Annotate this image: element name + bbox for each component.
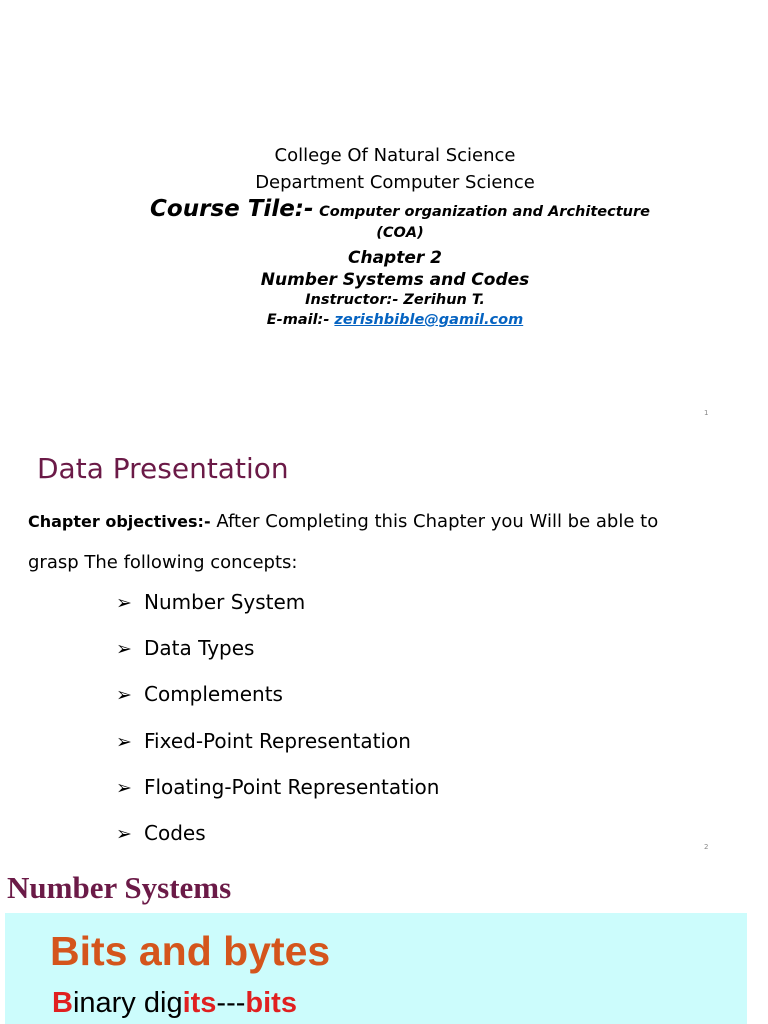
objectives-list <box>116 590 439 867</box>
panel-heading: Bits and bytes <box>50 928 331 974</box>
objectives-line-2: grasp The following concepts: <box>28 552 298 573</box>
department-name: Department Computer Science <box>255 172 535 193</box>
arrowhead-bullet-icon: ➢ <box>116 822 132 845</box>
course-title <box>100 196 700 243</box>
arrowhead-bullet-icon: ➢ <box>116 638 132 661</box>
slide-title: Number Systems <box>7 870 232 905</box>
page-number: 2 <box>704 843 709 851</box>
list-item: ➢ Complements <box>116 682 283 707</box>
course-label: Course Tile:- <box>150 196 314 222</box>
objectives-text: After Completing this Chapter you Will be able to <box>210 511 659 532</box>
email-label: E-mail:- <box>266 312 330 328</box>
page-number: 1 <box>704 409 709 417</box>
arrowhead-bullet-icon: ➢ <box>116 592 132 614</box>
list-item: ➢ Codes <box>116 820 206 845</box>
list-item: ➢ Number System <box>116 590 306 614</box>
list-item: ➢ Fixed-Point Representation <box>116 728 411 753</box>
college-name: College Of Natural Science <box>274 145 516 166</box>
course-name: Computer organization and Architecture <box>319 204 650 220</box>
list-item: ➢ Floating-Point Representation <box>116 774 440 799</box>
list-item: ➢ Data Types <box>116 636 255 661</box>
email-link[interactable]: zerishbible@gamil.com <box>334 312 524 328</box>
chapter-topic: Number Systems and Codes <box>260 270 530 290</box>
email-line <box>0 312 768 328</box>
instructor: Instructor:- Zerihun T. <box>305 292 485 308</box>
chapter-number: Chapter 2 <box>347 248 442 268</box>
arrowhead-bullet-icon: ➢ <box>116 730 132 753</box>
objectives-line <box>28 511 658 532</box>
arrowhead-bullet-icon: ➢ <box>116 684 132 707</box>
binary-digits-line: Binary digits---bits <box>52 987 297 1019</box>
arrowhead-bullet-icon: ➢ <box>116 776 132 799</box>
objectives-label: Chapter objectives:- <box>28 512 211 531</box>
course-abbr: (COA) <box>376 225 424 241</box>
slide-title: Data Presentation <box>37 452 289 485</box>
